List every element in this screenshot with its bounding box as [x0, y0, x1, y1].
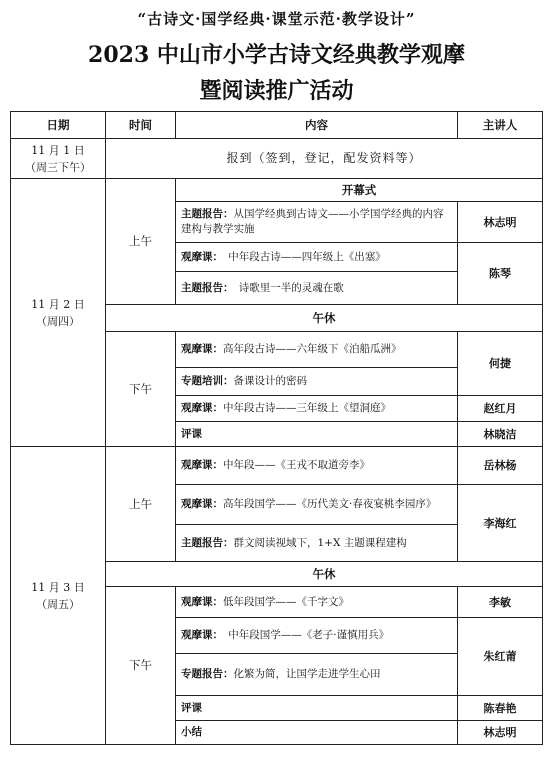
speaker-cell: 李敏: [458, 587, 543, 618]
column-header-speaker: 主讲人: [458, 112, 543, 139]
content-cell: [176, 525, 458, 562]
item-label: 观摩课：: [181, 459, 223, 471]
item-label: 主题报告：: [181, 281, 229, 294]
table-row: [11, 139, 543, 179]
speaker-cell: 林志明: [458, 202, 543, 243]
item-text: 中年段古诗——三年级上《望洞庭》: [223, 402, 391, 414]
content-cell: [176, 618, 458, 654]
speaker-cell: 何捷: [458, 332, 543, 396]
content-cell: [176, 422, 458, 447]
date-text: 11 月 3 日: [31, 580, 85, 594]
table-row: [11, 179, 543, 202]
lunch-break-cell: 午休: [106, 305, 543, 332]
speaker-cell: 李海红: [458, 485, 543, 562]
page-title: 2023 中山市小学古诗文经典教学观摩: [88, 42, 465, 68]
content-cell: [176, 721, 458, 745]
table-row: [11, 447, 543, 485]
column-header-content: 内容: [176, 112, 458, 139]
item-label: 专题培训：: [181, 375, 234, 387]
item-text: 备课设计的密码: [233, 375, 307, 387]
item-label: 观摩课：: [181, 343, 223, 355]
item-text: 中年段国学——《老子·谨慎用兵》: [217, 629, 390, 641]
item-text: 化繁为简，让国学走进学生心田: [233, 668, 381, 680]
content-cell: [176, 447, 458, 485]
item-text: 低年段国学——《千字文》: [223, 595, 349, 608]
period-cell-afternoon: 下午: [106, 332, 176, 447]
item-label: 观摩课：: [181, 595, 223, 608]
item-text: 群文阅读视域下，1+X 主题课程建构: [233, 536, 407, 549]
item-label: 主题报告：: [181, 208, 234, 220]
schedule-table: [10, 111, 543, 745]
item-text: 高年段国学——《历代美文·春夜宴桃李园序》: [223, 498, 437, 510]
item-text: 高年段古诗——六年级下《泊船瓜洲》: [223, 343, 402, 355]
speaker-cell: 林志明: [458, 721, 543, 745]
content-cell: [176, 243, 458, 272]
registration-cell: 报到（签到，登记，配发资料等）: [106, 139, 543, 179]
item-text: 中年段古诗——四年级上《出塞》: [217, 250, 386, 263]
date-cell-day1: [11, 139, 106, 179]
column-header-date: 日期: [11, 112, 106, 139]
speaker-cell: 陈春艳: [458, 696, 543, 721]
content-cell: [176, 485, 458, 525]
item-label: 评课: [181, 701, 202, 714]
period-cell-afternoon: 下午: [106, 587, 176, 745]
content-cell: [176, 332, 458, 368]
item-label: 小结: [181, 726, 202, 738]
item-text: 中年段——《王戎不取道旁李》: [223, 459, 370, 471]
date-text: 11 月 2 日: [31, 297, 85, 311]
item-label: 观摩课：: [181, 629, 218, 641]
content-cell: [176, 272, 458, 305]
speaker-cell: 赵红月: [458, 396, 543, 422]
event-subtitle: “古诗文·国学经典·课堂示范·教学设计”: [137, 10, 416, 28]
item-label: 专题报告：: [181, 668, 234, 680]
table-header-row: [11, 112, 543, 139]
date-cell-day2: [11, 179, 106, 447]
date-cell-day3: [11, 447, 106, 745]
weekday-text: （周五）: [36, 597, 80, 611]
item-label: 观摩课：: [181, 250, 218, 263]
item-label: 观摩课：: [181, 402, 223, 414]
speaker-cell: 朱红莆: [458, 618, 543, 696]
speaker-cell: 陈琴: [458, 243, 543, 305]
content-cell: [176, 202, 458, 243]
weekday-text: （周三下午）: [25, 160, 91, 174]
content-cell: [176, 696, 458, 721]
item-text: 从国学经典到古诗文——小学国学经典的内容建构与教学实施: [181, 208, 444, 235]
content-cell: [176, 396, 458, 422]
content-cell: [176, 587, 458, 618]
page-title-line2: 暨阅读推广活动: [199, 78, 354, 104]
speaker-cell: 林晓洁: [458, 422, 543, 447]
period-cell-morning: 上午: [106, 179, 176, 305]
weekday-text: （周四）: [36, 314, 80, 328]
item-label: 主题报告：: [181, 536, 234, 549]
content-cell: [176, 368, 458, 396]
column-header-time: 时间: [106, 112, 176, 139]
content-cell: [176, 654, 458, 696]
item-label: 评课: [181, 427, 202, 440]
period-cell-morning: 上午: [106, 447, 176, 562]
item-text: 诗歌里一半的灵魂在歌: [228, 281, 344, 294]
item-label: 观摩课：: [181, 498, 223, 510]
lunch-break-cell: 午休: [106, 562, 543, 587]
date-text: 11 月 1 日: [31, 143, 85, 157]
opening-ceremony-cell: 开幕式: [176, 179, 543, 202]
speaker-cell: 岳林杨: [458, 447, 543, 485]
